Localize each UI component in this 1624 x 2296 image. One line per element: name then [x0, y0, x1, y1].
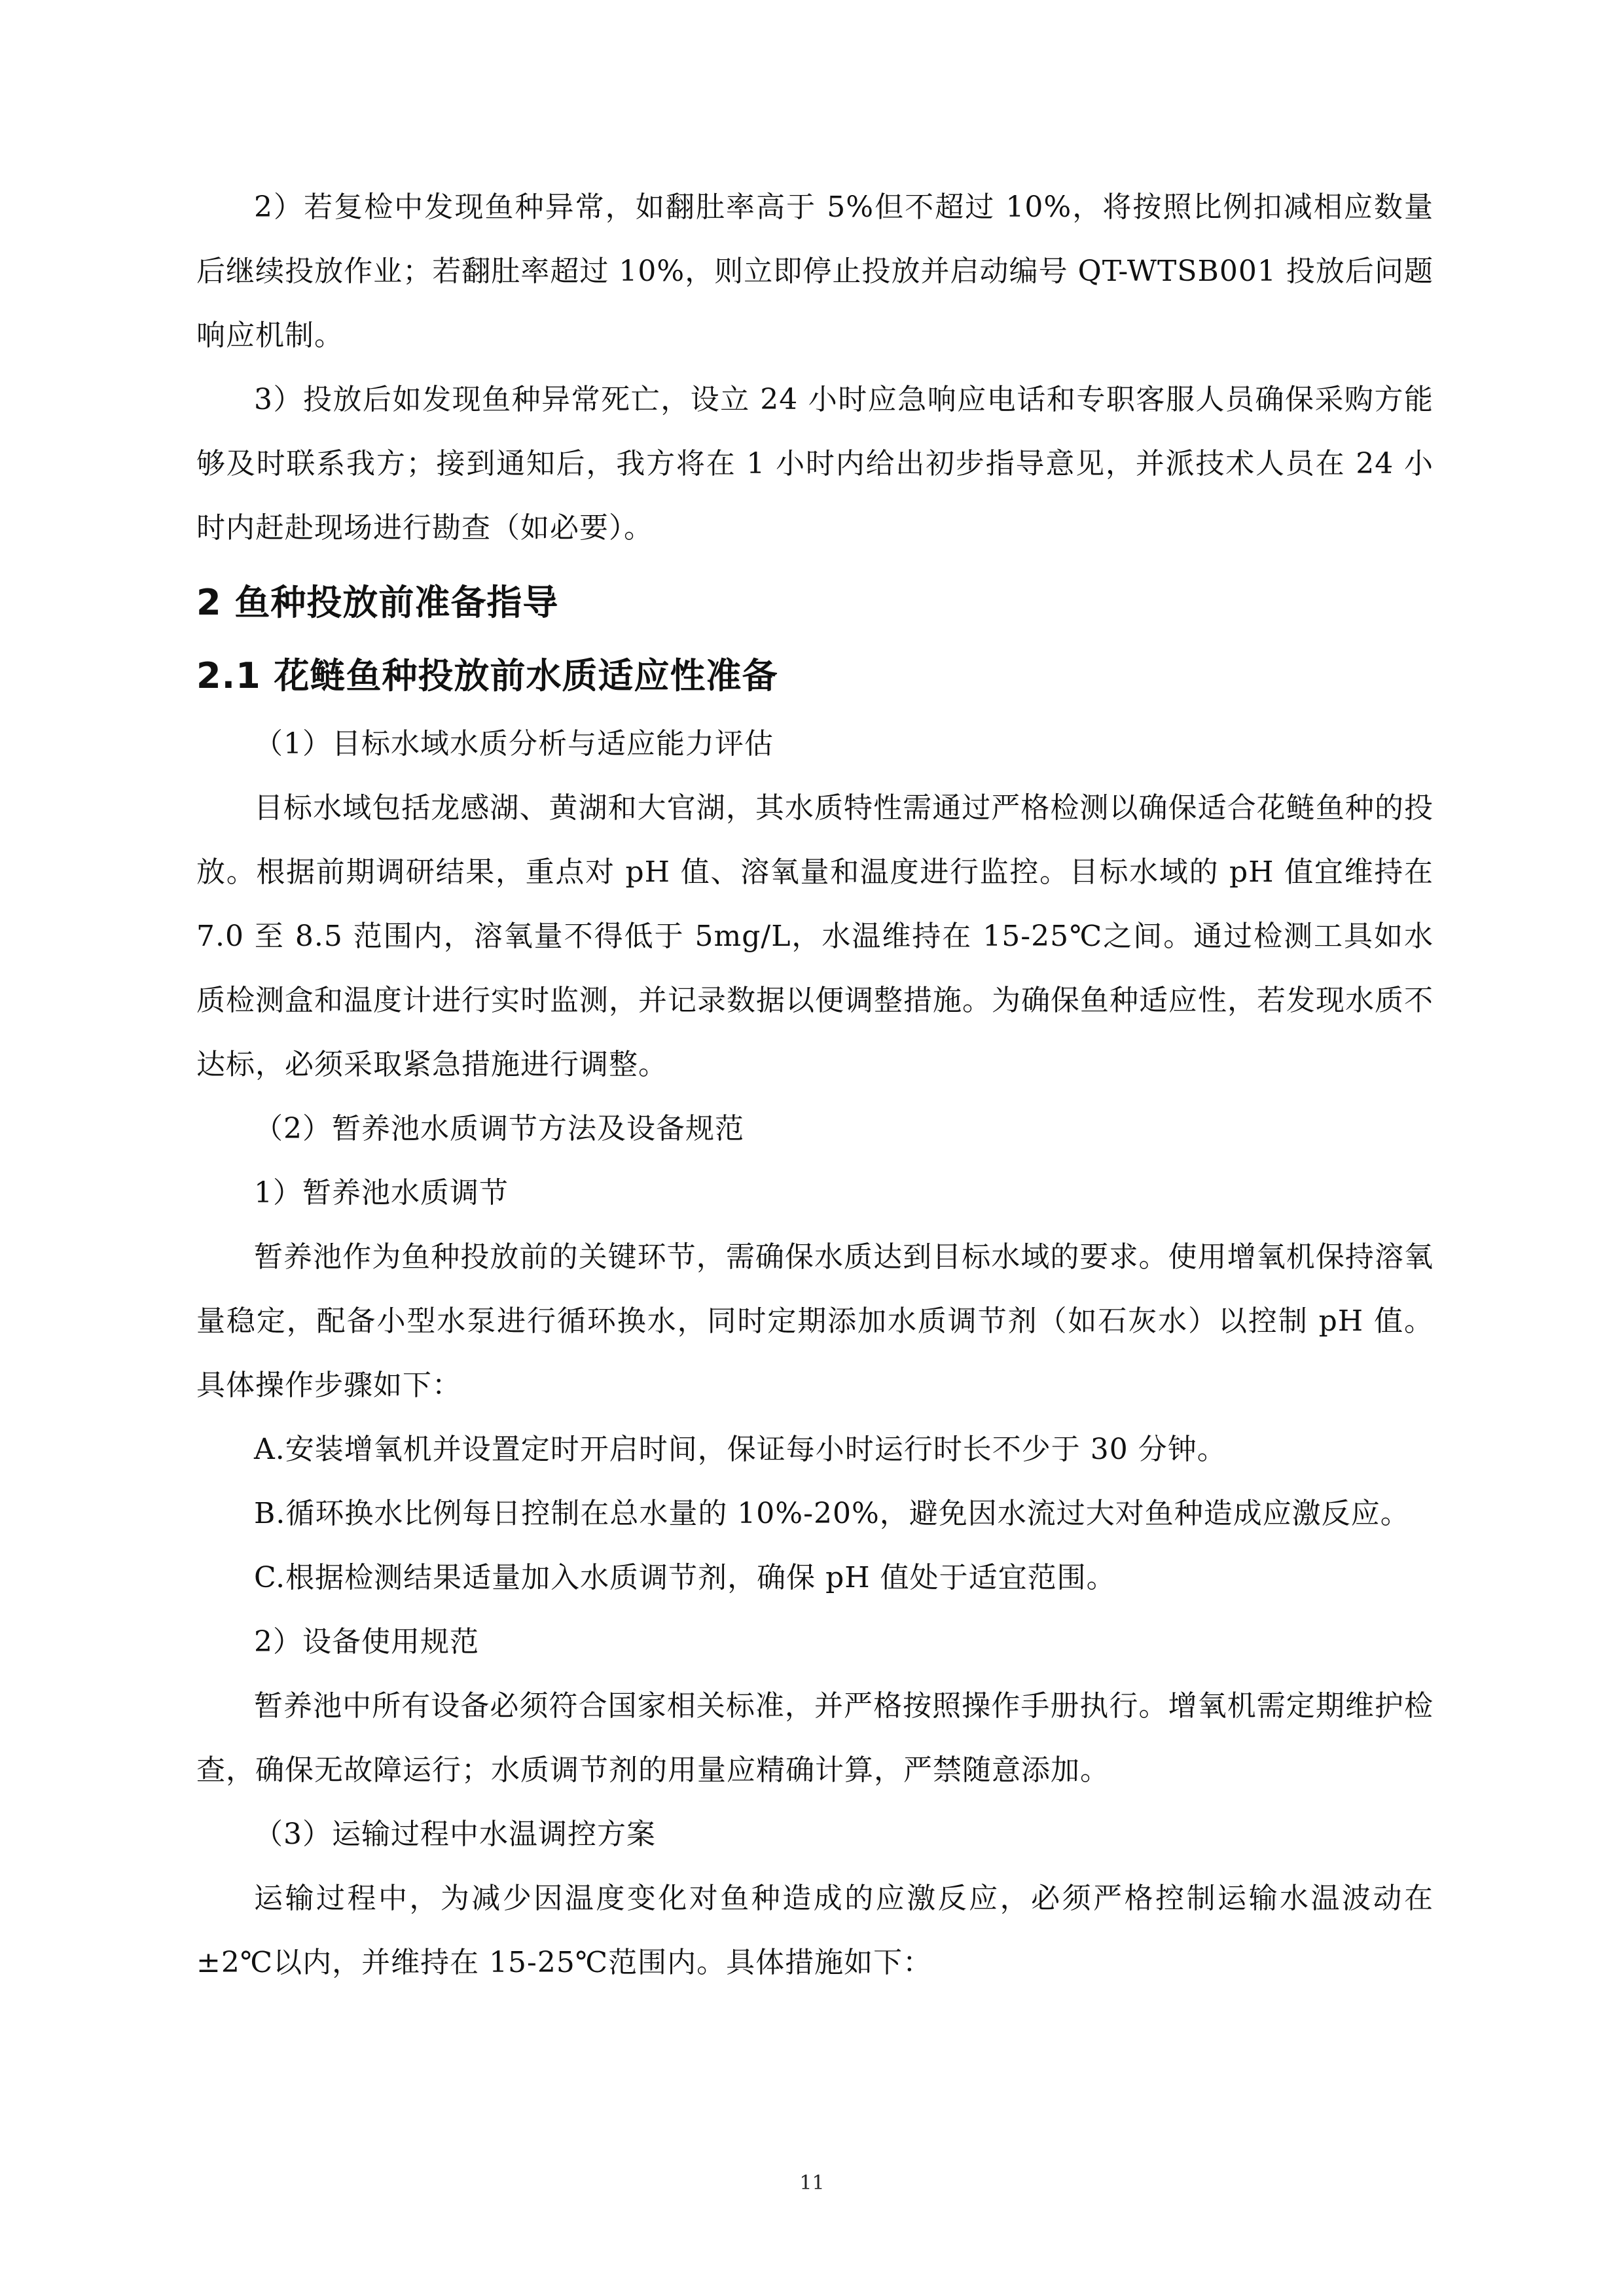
- paragraph-recheck-abnormal: 2）若复检中发现鱼种异常，如翻肚率高于 5%但不超过 10%，将按照比例扣减相应数量后继续投放作业；若翻肚率超过 10%，则立即停止投放并启动编号 QT-WTSB001 投放后问题响应机制。: [196, 190, 1434, 352]
- page-number: 11: [799, 2172, 825, 2195]
- paragraph-pond-description: 暂养池作为鱼种投放前的关键环节，需确保水质达到目标水域的要求。使用增氧机保持溶氧量稳定，配备小型水泵进行循环换水，同时定期添加水质调节剂（如石灰水）以控制 pH 值。具体操作步骤如下：: [196, 1240, 1434, 1402]
- section-heading-2-1: 2.1 花鲢鱼种投放前水质适应性准备: [196, 655, 778, 696]
- subheading-holding-pond: （2）暂养池水质调节方法及设备规范: [254, 1112, 744, 1145]
- section-heading-2: 2 鱼种投放前准备指导: [196, 582, 559, 623]
- paragraph-equipment-standards: 暂养池中所有设备必须符合国家相关标准，并严格按照操作手册执行。增氧机需定期维护检查，确保无故障运行；水质调节剂的用量应精确计算，严禁随意添加。: [196, 1689, 1434, 1787]
- subheading-water-analysis: （1）目标水域水质分析与适应能力评估: [254, 727, 774, 761]
- paragraph-target-waters: 目标水域包括龙感湖、黄湖和大官湖，其水质特性需通过严格检测以确保适合花鲢鱼种的投放。根据前期调研结果，重点对 pH 值、溶氧量和温度进行监控。目标水域的 pH 值宜维持在 7.0 至 8.5 范围内，溶氧量不得低于 5mg/L，水温维持在 15-25℃之间。通过检测工具如水质检测盒和温度计进行实时监测，并记录数据以便调整措施。为确保鱼种适应性，若发现水质不达标，必须采取紧急措施进行调整。: [196, 791, 1434, 1081]
- paragraph-emergency-response: 3）投放后如发现鱼种异常死亡，设立 24 小时应急响应电话和专职客服人员确保采购方能够及时联系我方；接到通知后，我方将在 1 小时内给出初步指导意见，并派技术人员在 24 小时内赶赴现场进行勘查（如必要）。: [196, 383, 1434, 545]
- subheading-pond-adjustment: 1）暂养池水质调节: [254, 1176, 509, 1210]
- list-item-step-c: C.根据检测结果适量加入水质调节剂，确保 pH 值处于适宜范围。: [254, 1561, 1116, 1594]
- paragraph-transport-measures: 运输过程中，为减少因温度变化对鱼种造成的应激反应，必须严格控制运输水温波动在±2℃以内，并维持在 15-25℃范围内。具体措施如下：: [196, 1882, 1434, 1979]
- list-item-step-a: A.安装增氧机并设置定时开启时间，保证每小时运行时长不少于 30 分钟。: [254, 1433, 1227, 1466]
- list-item-step-b: B.循环换水比例每日控制在总水量的 10%-20%，避免因水流过大对鱼种造成应激反应。: [254, 1497, 1410, 1530]
- page-body: [196, 175, 1434, 1995]
- subheading-transport-temperature: （3）运输过程中水温调控方案: [254, 1818, 656, 1851]
- subheading-equipment-rules: 2）设备使用规范: [254, 1625, 479, 1659]
